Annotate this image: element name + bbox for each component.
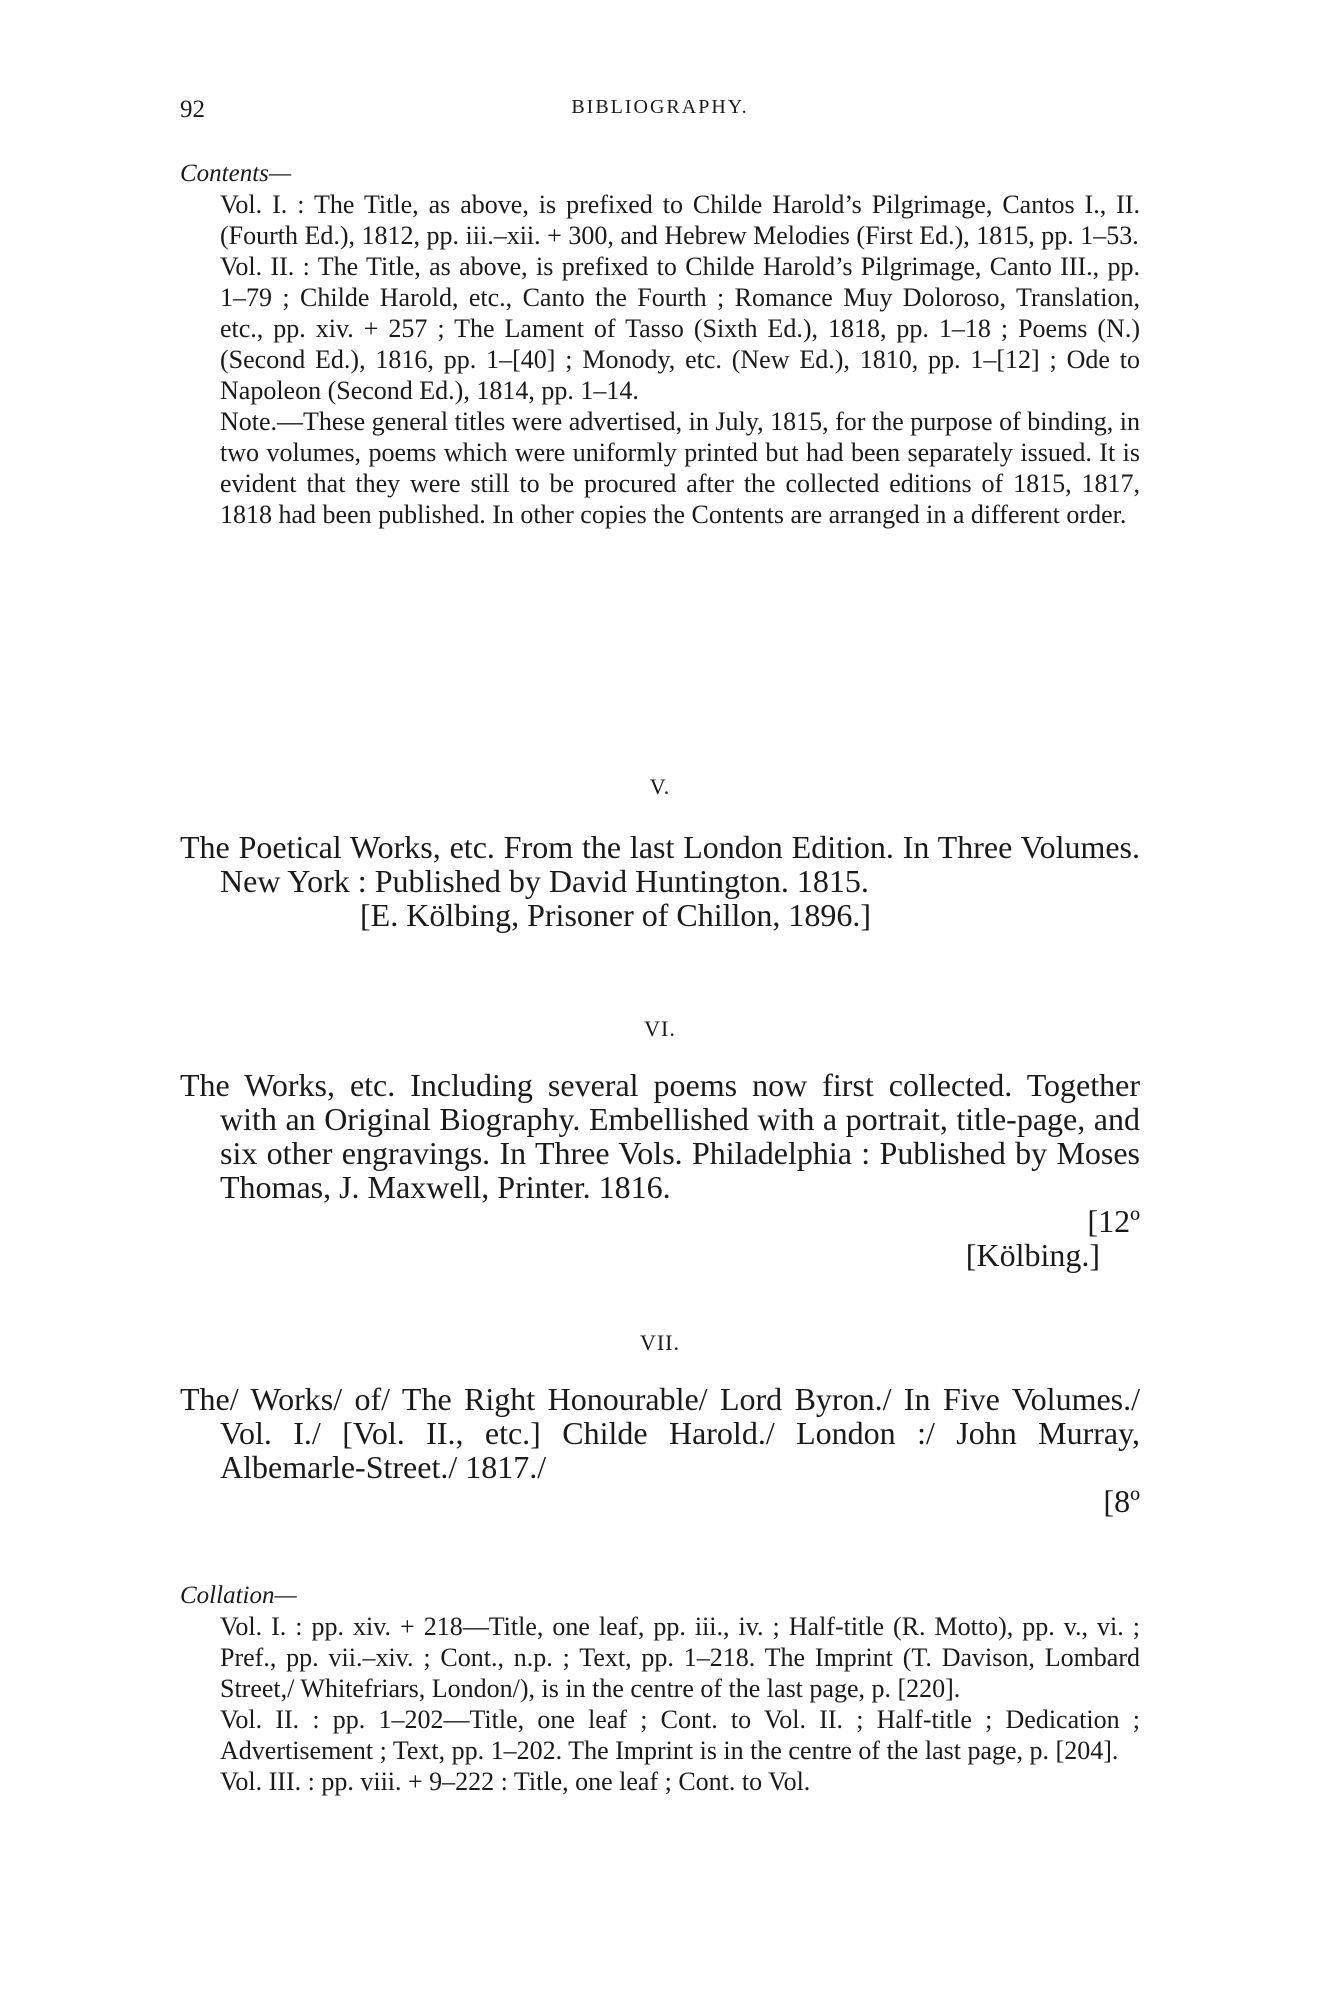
section-vi-entry: The Works, etc. Including several poems now first collected. Together with an Original Biography. Embellished with a portrait, title-page, and six other engravings. In Three Vols. Philadelphia : Published by Moses Thomas, J. Maxwell, Printer. 1816. [180,1067,1140,1205]
section-v-entry-block [180,830,1140,932]
running-title: BIBLIOGRAPHY. [571,96,749,118]
contents-vol-2: Vol. II. : The Title, as above, is prefixed to Childe Harold’s Pilgrimage, Canto III., pp. 1–79 ; Childe Harold, etc., Canto the Fourth ; Romance Muy Doloroso, Translation, etc., pp. xiv. + 257 ; The Lament of Tasso (Sixth Ed.), 1818, pp. 1–18 ; Poems (N.) (Second Ed.), 1816, pp. 1–[40] ; Monody, etc. (New Ed.), 1810, pp. 1–[12] ; Ode to Napoleon (Second Ed.), 1814, pp. 1–14. [220,252,1140,405]
contents-label: Contents— [180,160,292,187]
collation-vol-1: Vol. I. : pp. xiv. + 218—Title, one leaf, pp. iii., iv. ; Half-title (R. Motto), pp. v., vi. ; Pref., pp. vii.–xiv. ; Cont., n.p. ; Text, pp. 1–218. The Imprint (T. Davison, Lombard Street,/ Whitefriars, London/), is in the centre of the last page, p. [220]. [220,1612,1140,1703]
section-v-entry: The Poetical Works, etc. From the last London Edition. In Three Volumes. New York : Published by David Huntington. 1815. [180,829,1140,899]
collation-vol-3: Vol. III. : pp. viii. + 9–222 : Title, one leaf ; Cont. to Vol. [220,1767,811,1796]
section-vi-entry-block [180,1068,1140,1272]
section-vii-entry: The/ Works/ of/ The Right Honourable/ Lord Byron./ In Five Volumes./ Vol. I./ [Vol. II., etc.] Childe Harold./ London :/ John Murray, Albemarle-Street./ 1817./ [180,1381,1140,1485]
collation-vol-2: Vol. II. : pp. 1–202—Title, one leaf ; Cont. to Vol. II. ; Half-title ; Dedication ; Advertisement ; Text, pp. 1–202. The Imprint is in the centre of the last page, p. [204]. [220,1705,1140,1765]
section-vi-format: [12º [1087,1203,1140,1239]
collation-block [180,1580,1140,1797]
contents-note: Note.—These general titles were advertised, in July, 1815, for the purpose of binding, in two volumes, poems which were uniformly printed but had been separately issued. It is evident that they were still to be procured after the collected editions of 1815, 1817, 1818 had been published. In other copies the Contents are arranged in a different order. [220,407,1140,529]
section-vii-format: [8º [1103,1483,1140,1519]
contents-block [180,158,1140,530]
section-vii-heading: VII. [639,1330,681,1355]
section-v-heading: V. [649,774,671,799]
contents-vol-1: Vol. I. : The Title, as above, is prefixed to Childe Harold’s Pilgrimage, Cantos I., II. (Fourth Ed.), 1812, pp. iii.–xii. + 300, and Hebrew Melodies (First Ed.), 1815, pp. 1–53. [220,190,1140,250]
collation-label: Collation— [180,1582,297,1609]
section-v-reference: [E. Kölbing, Prisoner of Chillon, 1896.] [360,897,872,933]
section-vii-entry-block [180,1382,1140,1518]
page-header [180,96,1140,130]
section-vi-heading: VI. [644,1016,676,1041]
page-number: 92 [180,96,205,123]
section-vi-reference: [Kölbing.] [965,1237,1100,1273]
